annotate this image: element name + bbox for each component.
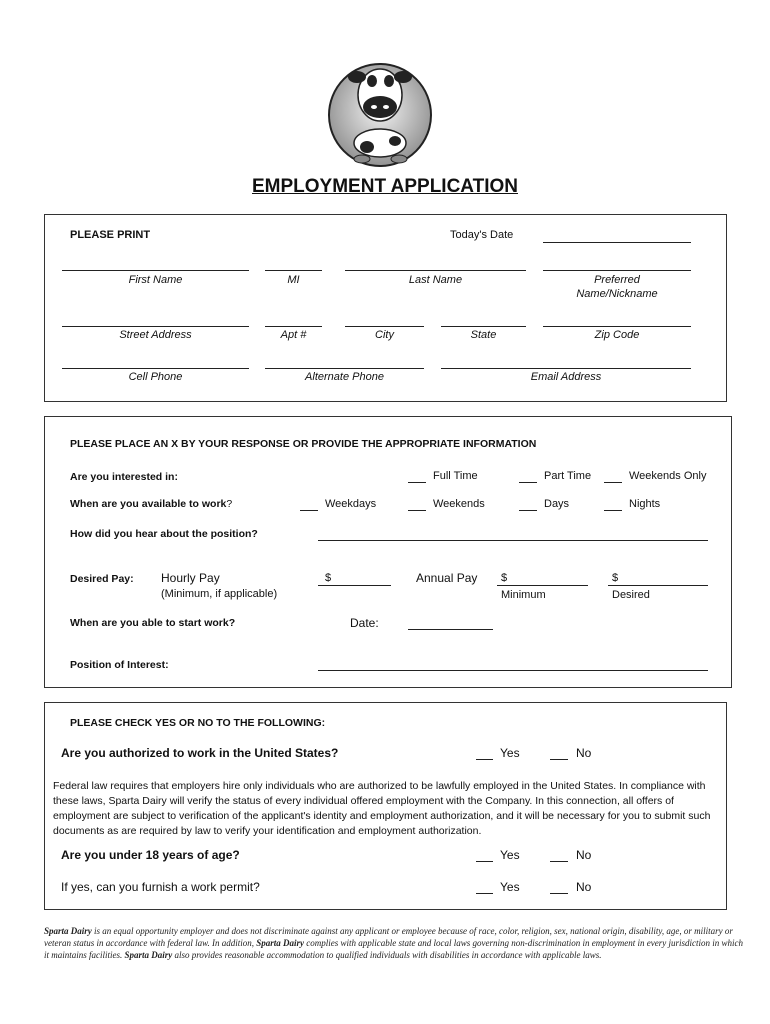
- hear-question: How did you hear about the position?: [70, 528, 258, 540]
- days-label: Days: [544, 498, 570, 510]
- first-name-label: First Name: [128, 274, 183, 286]
- todays-date-field[interactable]: [543, 242, 691, 243]
- eeo-statement: [44, 925, 744, 961]
- preferred-name-field[interactable]: [543, 270, 691, 271]
- first-name-field[interactable]: [62, 270, 249, 271]
- todays-date-label: Today's Date: [450, 229, 514, 241]
- hourly-dollar: $: [325, 572, 332, 584]
- company-name-2: Sparta Dairy: [256, 938, 304, 948]
- permit-no-checkbox[interactable]: [550, 893, 568, 894]
- under18-no-label: No: [576, 848, 592, 862]
- weekdays-label: Weekdays: [325, 498, 377, 510]
- email-field[interactable]: [441, 368, 691, 369]
- desired-pay-label: Desired Pay:: [70, 573, 134, 585]
- weekends-only-checkbox[interactable]: [604, 482, 622, 483]
- annual-desired-field[interactable]: [608, 585, 708, 586]
- weekends-label: Weekends: [433, 498, 485, 510]
- cell-phone-label: Cell Phone: [128, 371, 183, 383]
- sparta-dairy-cow-logo: [327, 55, 433, 171]
- under18-yes-label: Yes: [500, 848, 520, 862]
- please-print-heading: PLEASE PRINT: [70, 229, 151, 241]
- page-title: EMPLOYMENT APPLICATION: [252, 176, 518, 197]
- annual-min-dollar: $: [501, 572, 508, 584]
- position-info-section: [44, 416, 732, 688]
- place-x-heading: PLEASE PLACE AN X BY YOUR RESPONSE OR PROVIDE THE APPROPRIATE INFORMATION: [70, 438, 537, 450]
- days-checkbox[interactable]: [519, 510, 537, 511]
- permit-no-label: No: [576, 880, 592, 894]
- last-name-label: Last Name: [408, 274, 463, 286]
- weekends-checkbox[interactable]: [408, 510, 426, 511]
- start-question: When are you able to start work?: [70, 617, 236, 629]
- city-field[interactable]: [345, 326, 424, 327]
- eeo-part2: complies with applicable state and local laws governing non-discrimination in employment in every jurisdiction in which it maintains facilities.: [44, 938, 743, 960]
- email-label: Email Address: [530, 371, 602, 383]
- hourly-pay-field[interactable]: [318, 585, 391, 586]
- permit-yes-label: Yes: [500, 880, 520, 894]
- street-label: Street Address: [119, 329, 192, 341]
- preferred-label: Preferred: [594, 274, 640, 286]
- annual-desired-dollar: $: [612, 572, 619, 584]
- full-time-checkbox[interactable]: [408, 482, 426, 483]
- cell-phone-field[interactable]: [62, 368, 249, 369]
- permit-yes-checkbox[interactable]: [476, 893, 493, 894]
- position-field[interactable]: [318, 670, 708, 671]
- authorized-yes-checkbox[interactable]: [476, 759, 493, 760]
- minimum-label: Minimum: [501, 589, 546, 601]
- annual-pay-label: Annual Pay: [416, 571, 478, 585]
- apt-label: Apt #: [280, 329, 307, 341]
- part-time-label: Part Time: [544, 470, 592, 482]
- authorized-question: Are you authorized to work in the United States?: [61, 746, 339, 760]
- check-yes-no-heading: PLEASE CHECK YES OR NO TO THE FOLLOWING:: [70, 717, 326, 729]
- under18-question: Are you under 18 years of age?: [61, 848, 240, 862]
- company-name-3: Sparta Dairy: [124, 950, 173, 960]
- date-label: Date:: [350, 616, 379, 630]
- authorized-no-label: No: [576, 746, 592, 760]
- zip-label: Zip Code: [594, 329, 640, 341]
- under18-yes-checkbox[interactable]: [476, 861, 493, 862]
- state-label: State: [470, 329, 497, 341]
- nights-checkbox[interactable]: [604, 510, 622, 511]
- zip-field[interactable]: [543, 326, 691, 327]
- under18-no-checkbox[interactable]: [550, 861, 568, 862]
- hourly-note: (Minimum, if applicable): [161, 588, 278, 600]
- hear-field[interactable]: [318, 540, 708, 541]
- eeo-part3: also provides reasonable accommodation to qualified individuals with disabilities in accordance with applicable laws.: [172, 950, 602, 960]
- authorized-yes-label: Yes: [500, 746, 520, 760]
- available-question: When are you available to work?: [70, 498, 233, 510]
- weekdays-checkbox[interactable]: [300, 510, 318, 511]
- federal-law-text: Federal law requires that employers hire only individuals who are authorized to be lawfully employed in the United States. In compliance with these laws, Sparta Dairy will verify the status of every individual offered employment with the Company. In this connection, all offers of employment are subject to verification of the applicant's identity and employment authorization, and it will be necessary for you to submit such documents as are required by law to verify your identification and employment authorization.: [53, 780, 711, 837]
- mi-field[interactable]: [265, 270, 322, 271]
- permit-question: If yes, can you furnish a work permit?: [61, 880, 260, 894]
- street-field[interactable]: [62, 326, 249, 327]
- full-time-label: Full Time: [433, 470, 478, 482]
- mi-label: MI: [287, 274, 300, 286]
- desired-label: Desired: [612, 589, 650, 601]
- nights-label: Nights: [629, 498, 661, 510]
- city-label: City: [375, 329, 394, 341]
- alt-phone-field[interactable]: [265, 368, 424, 369]
- position-question: Position of Interest:: [70, 659, 169, 671]
- annual-min-field[interactable]: [497, 585, 588, 586]
- nickname-label: Name/Nickname: [576, 288, 658, 300]
- authorized-no-checkbox[interactable]: [550, 759, 568, 760]
- hourly-pay-label: Hourly Pay: [161, 571, 220, 585]
- interested-question: Are you interested in:: [70, 471, 178, 483]
- weekends-only-label: Weekends Only: [629, 470, 707, 482]
- last-name-field[interactable]: [345, 270, 526, 271]
- alt-phone-label: Alternate Phone: [305, 371, 384, 383]
- company-name: Sparta Dairy: [44, 926, 92, 936]
- apt-field[interactable]: [265, 326, 322, 327]
- part-time-checkbox[interactable]: [519, 482, 537, 483]
- eeo-part1: is an equal opportunity employer and does not discriminate against any applicant or employee because of race, color, religion, sex, national origin, disability, age, or military or veteran status in accordance with federal law. In addition,: [44, 926, 733, 948]
- start-date-field[interactable]: [408, 629, 493, 630]
- state-field[interactable]: [441, 326, 526, 327]
